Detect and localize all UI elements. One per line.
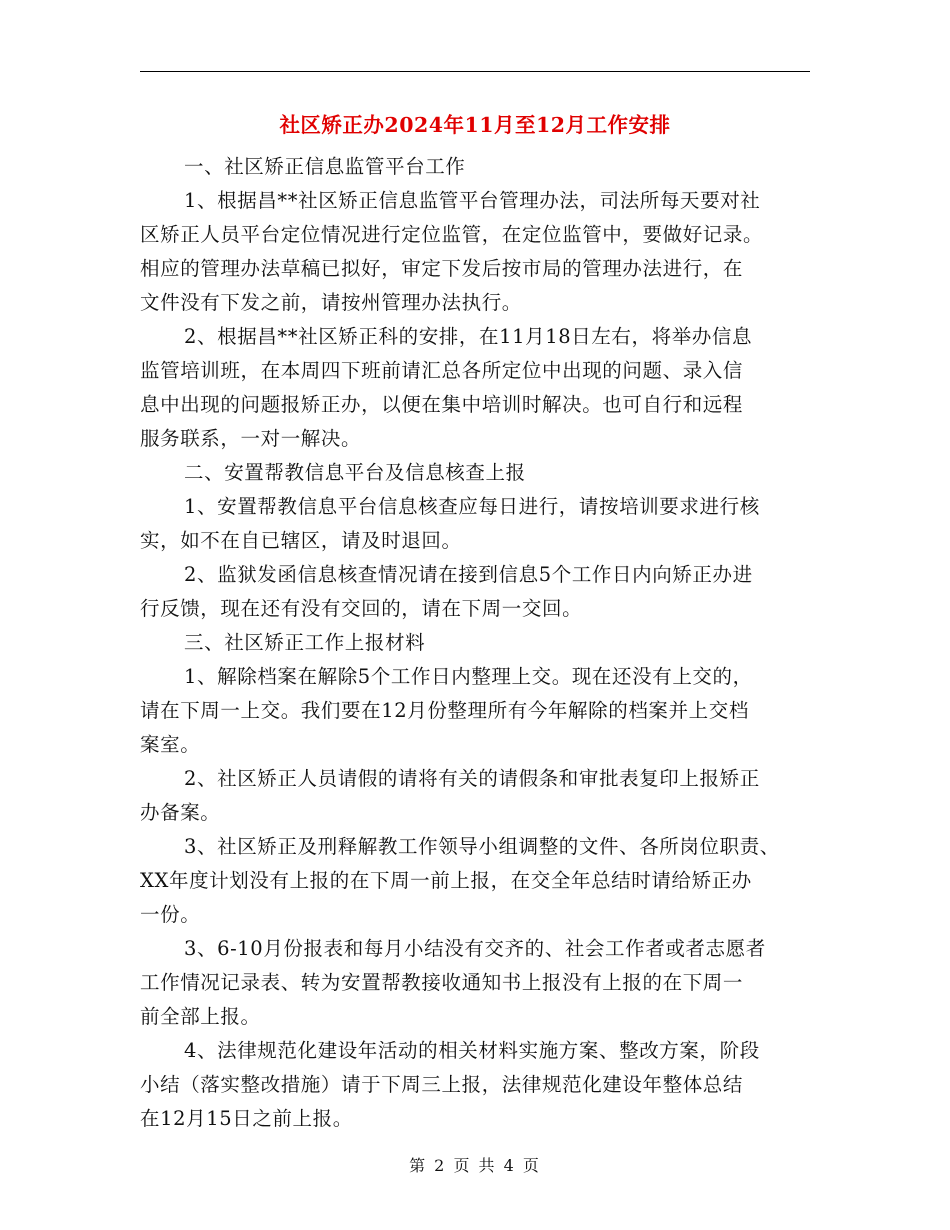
text-line: 2、社区矫正人员请假的请将有关的请假条和审批表复印上报矫正 [184,767,760,790]
text-line: 1、安置帮教信息平台信息核查应每日进行，请按培训要求进行核 [184,495,760,518]
text-line: 监管培训班，在本周四下班前请汇总各所定位中出现的问题、录入信 [140,359,744,382]
text-line: 行反馈，现在还有没有交回的，请在下周一交回。 [140,597,583,620]
text-line: 一份。 [140,903,201,926]
document-body [140,150,812,1136]
text-line: 实，如不在自已辖区，请及时退回。 [140,529,462,552]
text-line: 三、社区矫正工作上报材料 [184,631,426,654]
text-line: 3、社区矫正及刑释解教工作领导小组调整的文件、各所岗位职责、 [184,835,780,858]
text-line: 工作情况记录表、转为安置帮教接收通知书上报没有上报的在下周一 [140,971,744,994]
text-line: 1、解除档案在解除5个工作日内整理上交。现在还没有上交的， [184,665,753,688]
header-rule [140,71,810,72]
document-title: 社区矫正办2024年11月至12月工作安排 [279,113,671,137]
text-line: 相应的管理办法草稿已拟好，审定下发后按市局的管理办法进行，在 [140,257,744,280]
text-line: 2、根据昌**社区矫正科的安排，在11月18日左右，将举办信息 [184,325,753,348]
text-line: 息中出现的问题报矫正办，以便在集中培训时解决。也可自行和远程 [140,393,744,416]
text-line: 二、安置帮教信息平台及信息核查上报 [184,461,526,484]
text-line: 办备案。 [140,801,221,824]
page-footer: 第 2 页 共 4 页 [409,1156,541,1175]
text-line: 3、6-10月份报表和每月小结没有交齐的、社会工作者或者志愿者 [184,937,766,960]
text-line: 服务联系，一对一解决。 [140,427,362,450]
text-line: 一、社区矫正信息监管平台工作 [184,155,466,178]
text-line: 1、根据昌**社区矫正信息监管平台管理办法，司法所每天要对社 [184,189,761,212]
text-line: 案室。 [140,733,201,756]
text-line: 请在下周一上交。我们要在12月份整理所有今年解除的档案并上交档 [140,699,749,722]
text-line: 2、监狱发函信息核查情况请在接到信息5个工作日内向矫正办进 [184,563,753,586]
text-line: 小结（落实整改措施）请于下周三上报，法律规范化建设年整体总结 [140,1073,744,1096]
text-line: 4、法律规范化建设年活动的相关材料实施方案、整改方案，阶段 [184,1039,760,1062]
text-line: 文件没有下发之前，请按州管理办法执行。 [140,291,522,314]
text-line: 在12月15日之前上报。 [140,1107,353,1130]
text-line: XX年度计划没有上报的在下周一前上报，在交全年总结时请给矫正办 [140,869,752,892]
text-line: 区矫正人员平台定位情况进行定位监管，在定位监管中，要做好记录。 [140,223,764,246]
text-line: 前全部上报。 [140,1005,261,1028]
